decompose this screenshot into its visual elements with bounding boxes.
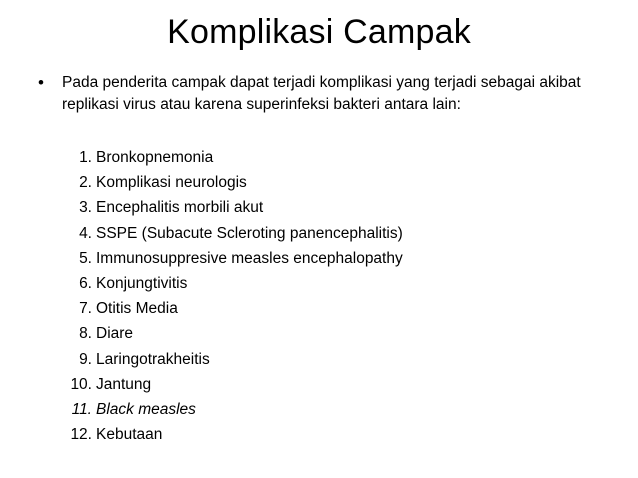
list-item-text: Diare bbox=[96, 325, 134, 343]
list-item-number: 4. bbox=[79, 224, 92, 242]
intro-text: Pada penderita campak dapat terjadi komplikasi yang terjadi sebagai akibat replikasi virus atau karena superinfeksi bakteri antara lain: bbox=[62, 74, 581, 113]
list-item-number: 9. bbox=[79, 350, 92, 368]
list-item-number: 2. bbox=[79, 174, 92, 192]
list-item-text: Bronkopnemonia bbox=[96, 149, 214, 166]
list-item-text: Encephalitis morbili akut bbox=[96, 199, 264, 217]
bullet-icon: • bbox=[38, 73, 44, 92]
list-item-number: 10. bbox=[70, 375, 92, 393]
list-item-text: Immunosuppresive measles encephalopathy bbox=[96, 249, 403, 267]
intro-bullet bbox=[38, 72, 598, 116]
list-item-number: 11. bbox=[71, 400, 92, 418]
list-item-number: 1. bbox=[79, 149, 92, 166]
list-item-number: 7. bbox=[79, 300, 92, 318]
list-item-text: Komplikasi neurologis bbox=[96, 174, 247, 192]
slide-title: Komplikasi Campak bbox=[167, 13, 471, 51]
list-item-number: 8. bbox=[79, 325, 92, 343]
list-item-text: Black measles bbox=[96, 400, 196, 418]
list-item-number: 6. bbox=[79, 274, 92, 292]
list-item-number: 3. bbox=[79, 199, 92, 217]
list-item-text: Konjungtivitis bbox=[96, 274, 188, 292]
list-item-text: Kebutaan bbox=[96, 426, 163, 444]
list-item-number: 5. bbox=[79, 249, 92, 267]
list-item-text: SSPE (Subacute Scleroting panencephalitis) bbox=[96, 224, 403, 242]
list-item-number: 12. bbox=[70, 426, 92, 444]
list-item-text: Jantung bbox=[96, 375, 152, 393]
list-item-text: Laringotrakheitis bbox=[96, 350, 210, 368]
list-item-text: Otitis Media bbox=[96, 300, 178, 318]
